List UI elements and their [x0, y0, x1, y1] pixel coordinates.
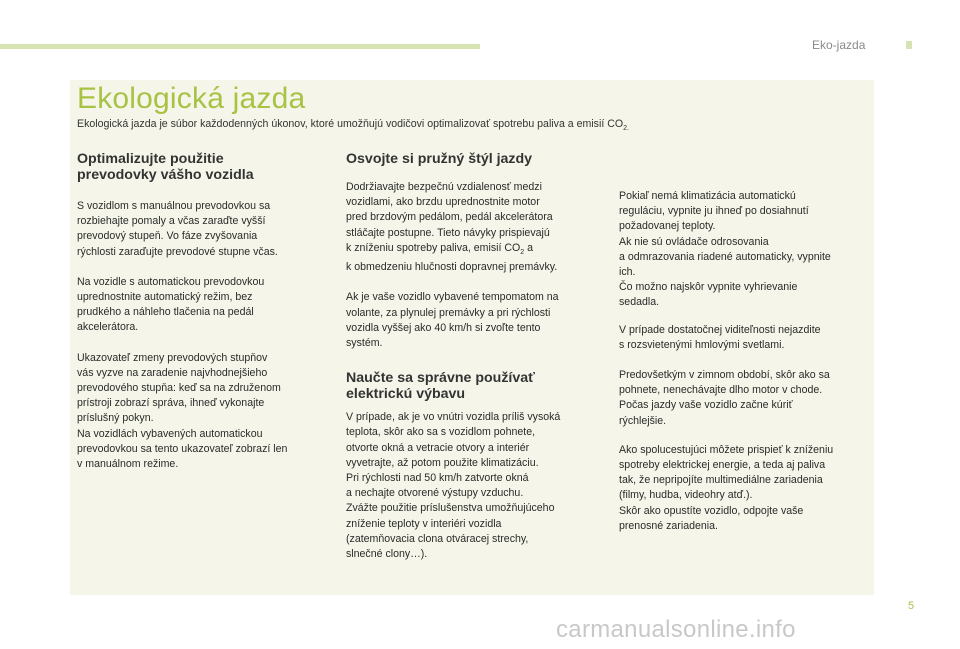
header-accent-bar: [0, 44, 480, 49]
text-line: volante, za plynulej premávky a pri rýchlosti: [346, 306, 551, 319]
text-line: požadovanej teploty.: [619, 220, 716, 233]
text-line: prevodový stupeň. Vo fáze zvyšovania: [77, 230, 258, 243]
text-line: slnečné clony…).: [346, 547, 428, 560]
text-line: Ak nie sú ovládače odrosovania: [619, 235, 769, 248]
column-3: [619, 189, 869, 534]
text-line: rozbiehajte pomaly a včas zaraďte vyšší: [77, 215, 266, 228]
col2-heading-2-line2: elektrickú výbavu: [346, 386, 466, 403]
col1-heading-line2: prevodovky vášho vozidla: [77, 167, 254, 183]
text-line: príslušný pokyn.: [77, 412, 154, 425]
col1-paragraph-1: [77, 199, 327, 260]
text-line: Počas jazdy vaše vozidlo začne kúriť: [619, 399, 793, 412]
text-line: otvorte okná a vetracie otvory a interiér: [346, 441, 530, 454]
text-line: Pri rýchlosti nad 50 km/h zatvorte okná: [346, 471, 529, 484]
text-line: Pokiaľ nemá klimatizácia automatickú: [619, 190, 796, 202]
col3-paragraph-3: [619, 368, 869, 429]
text-line: V prípade, ak je vo vnútri vozidla príliš vysoká: [346, 411, 561, 424]
text-line: systém.: [346, 336, 383, 349]
col3-paragraph-1: [619, 189, 869, 311]
text-line: reguláciu, vypnite ju ihneď po dosiahnutí: [619, 205, 809, 218]
co2-subscript: 2: [520, 248, 525, 256]
text-line: Čo možno najskôr vypnite vyhrievanie: [619, 281, 798, 294]
text-line: ich.: [619, 266, 636, 279]
page-title: Ekologická jazda: [77, 82, 306, 115]
text-line: stláčajte postupne. Tieto návyky prispievajú: [346, 226, 550, 239]
text-line: sedadla.: [619, 296, 660, 309]
section-label: Eko-jazda: [812, 38, 866, 52]
text-line: Predovšetkým v zimnom období, skôr ako sa: [619, 369, 830, 382]
page-number: 5: [908, 600, 915, 612]
text-line: vozidla vyššej ako 40 km/h si zvoľte tento: [346, 321, 541, 334]
text-line: Na vozidle s automatickou prevodovkou: [77, 275, 265, 288]
col2-heading-2: [346, 370, 604, 402]
text-line: k obmedzeniu hlučnosti dopravnej premávky.: [346, 261, 558, 274]
col3-paragraph-4: [619, 443, 869, 534]
text-line: a odmrazovania riadené automaticky, vypnite: [619, 250, 831, 263]
text-line: s rozsvietenými hmlovými svetlami.: [619, 338, 785, 351]
text-line: Na vozidlách vybavených automatickou: [77, 427, 263, 440]
col2-heading-2-line1: Naučte sa správne používať: [346, 370, 535, 387]
text-line: Skôr ako opustíte vozidlo, odpojte vaše: [619, 504, 804, 517]
col2-heading-1: Osvojte si pružný štýl jazdy: [346, 151, 533, 167]
intro-text: [77, 117, 867, 136]
intro-main: Ekologická jazda je súbor každodenných úkonov, ktoré umožňujú vodičovi optimalizovať spotrebu paliva a emisií CO: [77, 118, 624, 130]
text-line: vyvetrajte, až potom použite klimatizáciu.: [346, 456, 539, 469]
text-line: Ukazovateľ zmeny prevodových stupňov: [77, 351, 268, 364]
text-line: prenosné zariadenia.: [619, 519, 718, 532]
text-line: akcelerátora.: [77, 321, 139, 334]
column-1: [77, 151, 327, 472]
text-line: V prípade dostatočnej viditeľnosti nejazdite: [619, 323, 821, 336]
column-2: [346, 151, 604, 562]
text-line: Ak je vaše vozidlo vybavené tempomatom na: [346, 291, 559, 304]
text-line: pohnete, nenechávajte dlho motor v chode.: [619, 384, 823, 397]
text-line: (zatemňovacia clona otváracej strechy,: [346, 532, 529, 545]
text-line: pred brzdovým pedálom, pedál akcelerátora: [346, 211, 553, 224]
text-line: Ako spolucestujúci môžete prispieť k zníženiu: [619, 443, 834, 456]
text-line: teplota, skôr ako sa s vozidlom pohnete,: [346, 426, 536, 439]
text-line: vás vyzve na zaradenie najvhodnejšieho: [77, 366, 268, 379]
text-line: prudkého a náhleho tlačenia na pedál: [77, 306, 254, 319]
col1-heading: [77, 151, 327, 183]
text-line: rýchlejšie.: [619, 414, 667, 427]
text-line: prevodovkou sa tento ukazovateľ zobrazí len: [77, 442, 288, 455]
text-line: S vozidlom s manuálnou prevodovkou sa: [77, 200, 271, 212]
text-line: v manuálnom režime.: [77, 458, 179, 471]
text-line: uprednostnite automatický režim, bez: [77, 291, 253, 304]
text-line: [346, 242, 533, 254]
col1-paragraph-3: [77, 351, 327, 473]
text-line: spotreby elektrickej energie, a teda aj paliva: [619, 459, 826, 472]
co2-text-post: a: [524, 241, 534, 254]
col2-paragraph-2: [346, 290, 604, 351]
text-line: Zvážte použitie príslušenstva umožňujúceho: [346, 502, 555, 515]
watermark: carmanualsonline.info: [556, 616, 796, 643]
col2-paragraph-1: [346, 180, 604, 275]
text-line: vozidlami, ako brzdu uprednostnite motor: [346, 196, 540, 209]
col2-paragraph-3: [346, 410, 604, 562]
text-line: Dodržiavajte bezpečnú vzdialenosť medzi: [346, 181, 542, 193]
col1-paragraph-2: [77, 275, 327, 336]
text-line: prístroji zobrazí správa, ihneď vykonajte: [77, 397, 265, 410]
section-marker: [906, 41, 912, 49]
text-line: tak, že nepripojíte multimediálne zariadenia: [619, 474, 823, 487]
text-line: zníženie teploty v interiéri vozidla: [346, 517, 502, 530]
col3-paragraph-2: [619, 323, 869, 353]
text-line: rýchlosti zaraďujte prevodové stupne včas.: [77, 245, 278, 258]
text-line: prevodového stupňa: keď sa na združenom: [77, 382, 281, 395]
text-line: a nechajte otvorené výstupy vzduchu.: [346, 487, 524, 500]
col1-heading-line1: Optimalizujte použitie: [77, 151, 224, 167]
intro-subscript: 2.: [623, 125, 629, 133]
co2-text: k zníženiu spotreby paliva, emisií CO: [346, 241, 521, 254]
text-line: (filmy, hudba, videohry atď.).: [619, 489, 753, 502]
